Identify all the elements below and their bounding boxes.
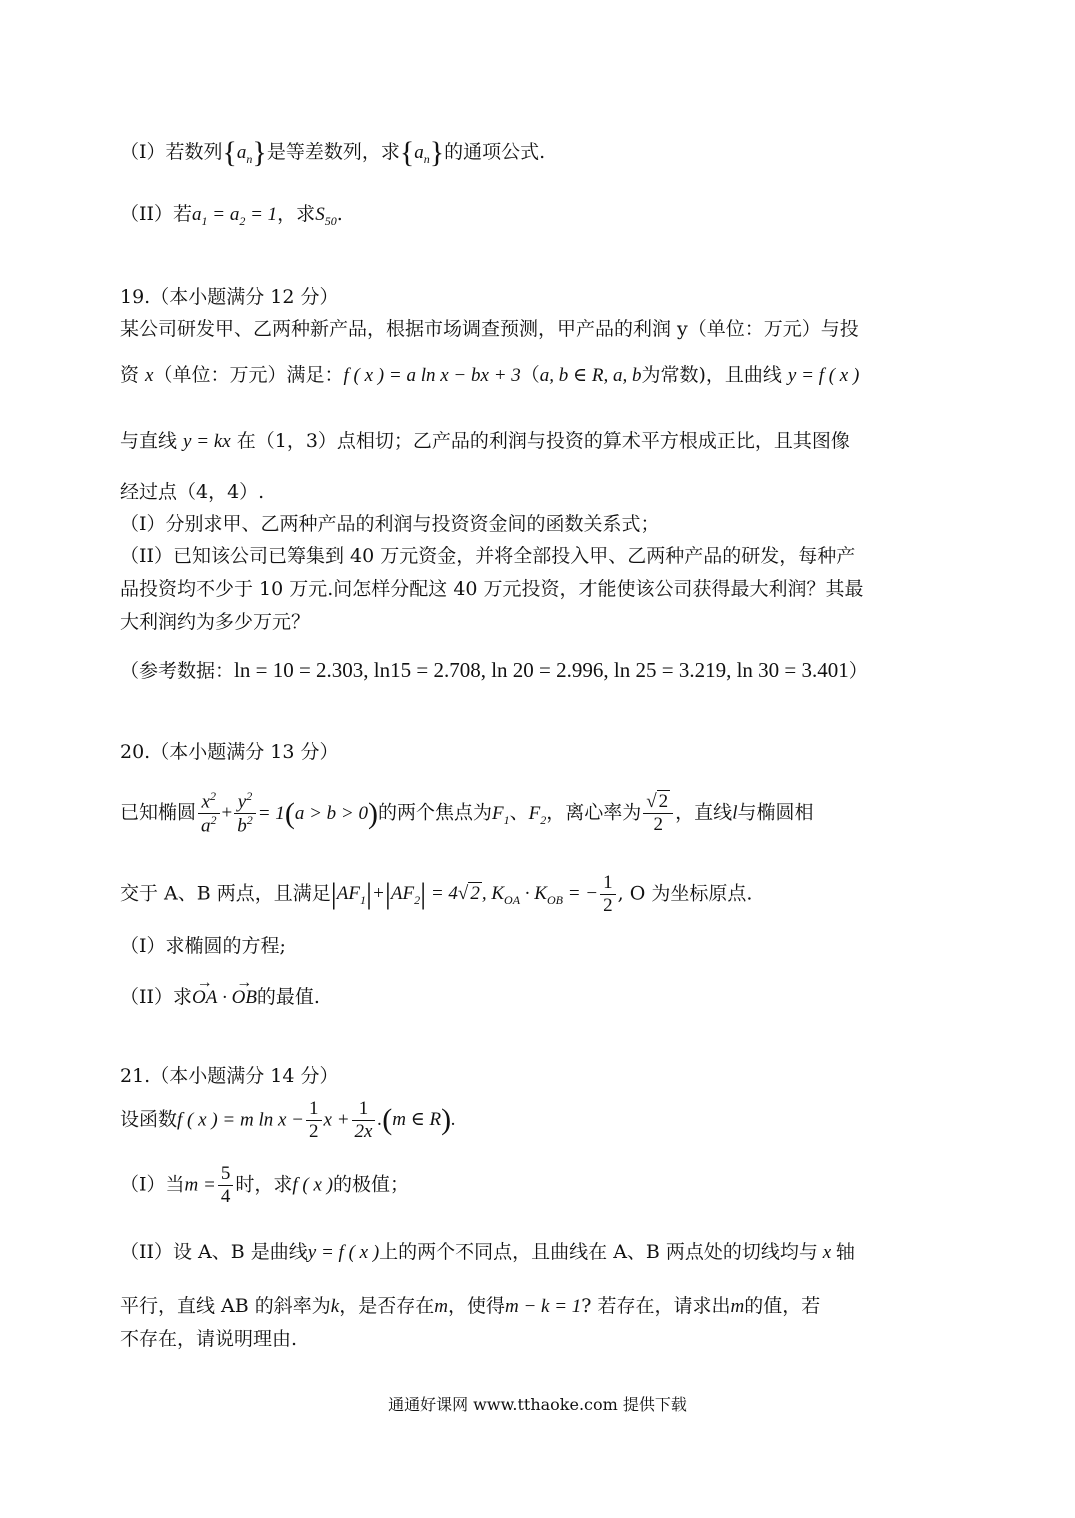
q19-line4: 经过点（4，4）. [120, 481, 265, 503]
q21-header: 21.（本小题满分 14 分） [120, 1065, 339, 1087]
formula-y-eq-fx: y = f ( x ) [307, 1242, 380, 1263]
var-m: m [434, 1296, 448, 1317]
q19-part1: （I）分别求甲、乙两种产品的利润与投资资金间的函数关系式； [120, 513, 660, 535]
formula-oa-dot-ob: → OA · → OB [192, 987, 257, 1008]
q19-reference-data: （参考数据：ln = 10 = 2.303, ln15 = 2.708, ln 20 = 2.996, ln 25 = 3.219, ln 30 = 3.401） [120, 658, 868, 682]
q19-header: 19.（本小题满分 12 分） [120, 286, 339, 308]
var-m: m [730, 1296, 745, 1317]
formula-sequence-an: $\{a_n\}$ [222, 136, 267, 169]
line-l: l [732, 802, 738, 824]
formula-y-eq-kx: y = kx [183, 431, 231, 452]
q21-line1: 设函数f ( x ) = m ln x − $\frac{1}{2}$ x + $\frac{1}{2x}$ .(m ∈ R). [120, 1098, 456, 1142]
q21-part2-line2: 平行，直线 AB 的斜率为k，是否存在m，使得m − k = 1? 若存在，请求出m的值，若 [120, 1295, 821, 1317]
formula-m-eq: m = [184, 1174, 216, 1196]
q18-part2: （II）若$a_1 = a_2 = 1$，求$S_{50}$. [120, 203, 343, 228]
var-x: x [817, 1242, 836, 1263]
formula-f-of-x: f ( x ) [292, 1174, 333, 1196]
formula-ellipse-condition: = 1(a > b > 0) [257, 796, 378, 830]
q18-part1: （I）若数列$\{a_n\}$是等差数列，求$\{a_n\}$的通项公式. [120, 136, 546, 169]
q21-part2-line1: （II）设 A、B 是曲线y = f ( x )上的两个不同点，且曲线在 A、B 两点处的切线均与 x 轴 [120, 1241, 855, 1263]
q19-part2-line1: （II）已知该公司已筹集到 40 万元资金，并将全部投入甲、乙两种产品的研发，每种产 [120, 545, 856, 567]
fraction-x2-a2: $\frac{x^2}{a^2}$ [198, 790, 220, 837]
q20-line2: 交于 A、B 两点，且满足$|AF_1|+|AF_2| = 4√$ 2 , $K_{OA} \cdot K_{OB}$ = − $\frac{1}{2}$ , O 为坐标原点. [120, 872, 753, 916]
var-x: x [145, 365, 154, 386]
q20-part1: （I）求椭圆的方程; [120, 935, 286, 957]
q19-line1: 某公司研发甲、乙两种新产品，根据市场调查预测，甲产品的利润 y（单位：万元）与投 [120, 318, 859, 340]
q19-part2-line3: 大利润约为多少万元？ [120, 611, 311, 633]
q19-part2-line2: 品投资均不少于 10 万元.问怎样分配这 40 万元投资，才能使该公司获得最大利润？其最 [120, 578, 864, 600]
formula-af-sum: $|AF_1|+|AF_2| = 4√$ 2 , $K_{OA} \cdot K_{OB}$ = − [330, 877, 599, 911]
formula-m-minus-k: m − k = 1 [504, 1296, 582, 1317]
focus-f2: $F_2$ [528, 802, 547, 827]
fraction-one-half: $\frac{1}{2}$ [306, 1098, 322, 1143]
q20-header: 20.（本小题满分 13 分） [120, 741, 339, 763]
reference-log-values: ln = 10 = 2.303, ln15 = 2.708, ln 20 = 2.996, ln 25 = 3.219, ln 30 = 3.401 [234, 658, 849, 682]
page-footer: 通通好课网 www.tthaoke.com 提供下载 [388, 1395, 687, 1414]
formula-sequence-an: $\{a_n\}$ [399, 136, 445, 169]
q21-part1: （I）当m = $\frac{5}{4}$ 时，求f ( x )的极值； [120, 1163, 409, 1207]
fraction-five-quarters: $\frac{5}{4}$ [218, 1163, 234, 1208]
formula-f-of-x: f ( x ) = a ln x − bx + 3 [343, 365, 521, 386]
q20-part2: （II）求→ OA · → OB的最值. [120, 988, 320, 1007]
fraction-y2-b2: $\frac{y^2}{b^2}$ [234, 790, 256, 837]
formula-a1-a2: $a_1 = a_2 = 1$ [192, 204, 278, 228]
formula-ab-in-r: a, b ∈ R, a, b [539, 365, 642, 386]
fraction-one-over-2x: $\frac{1}{2x}$ [352, 1098, 376, 1143]
fraction-sqrt2-over-2: $\frac{√ 2}{2}$ [643, 791, 673, 836]
formula-function-definition: f ( x ) = m ln x − [177, 1109, 304, 1131]
focus-f1: $F_1$ [491, 802, 510, 827]
q20-line1: 已知椭圆 $\frac{x^2}{a^2}$ + $\frac{y^2}{b^2}$ = 1(a > b > 0)的两个焦点为$F_1$、$F_2$，离心率为 $\frac{√ 2}{2}$ ，直线l与椭圆相 [120, 789, 814, 837]
var-k: k [330, 1296, 340, 1317]
q19-line3: 与直线 y = kx 在（1，3）点相切；乙产品的利润与投资的算术平方根成正比，且其图像 [120, 430, 850, 452]
q21-part2-line3: 不存在，请说明理由. [120, 1328, 298, 1350]
formula-s50: $S_{50}$ [315, 204, 337, 228]
q19-line2: 资 x（单位：万元）满足：f ( x ) = a ln x − bx + 3（a, b ∈ R, a, b为常数)，且曲线 y = f ( x ) [120, 364, 860, 386]
formula-y-eq-fx: y = f ( x ) [787, 365, 860, 386]
fraction-one-half: $\frac{1}{2}$ [600, 872, 616, 917]
